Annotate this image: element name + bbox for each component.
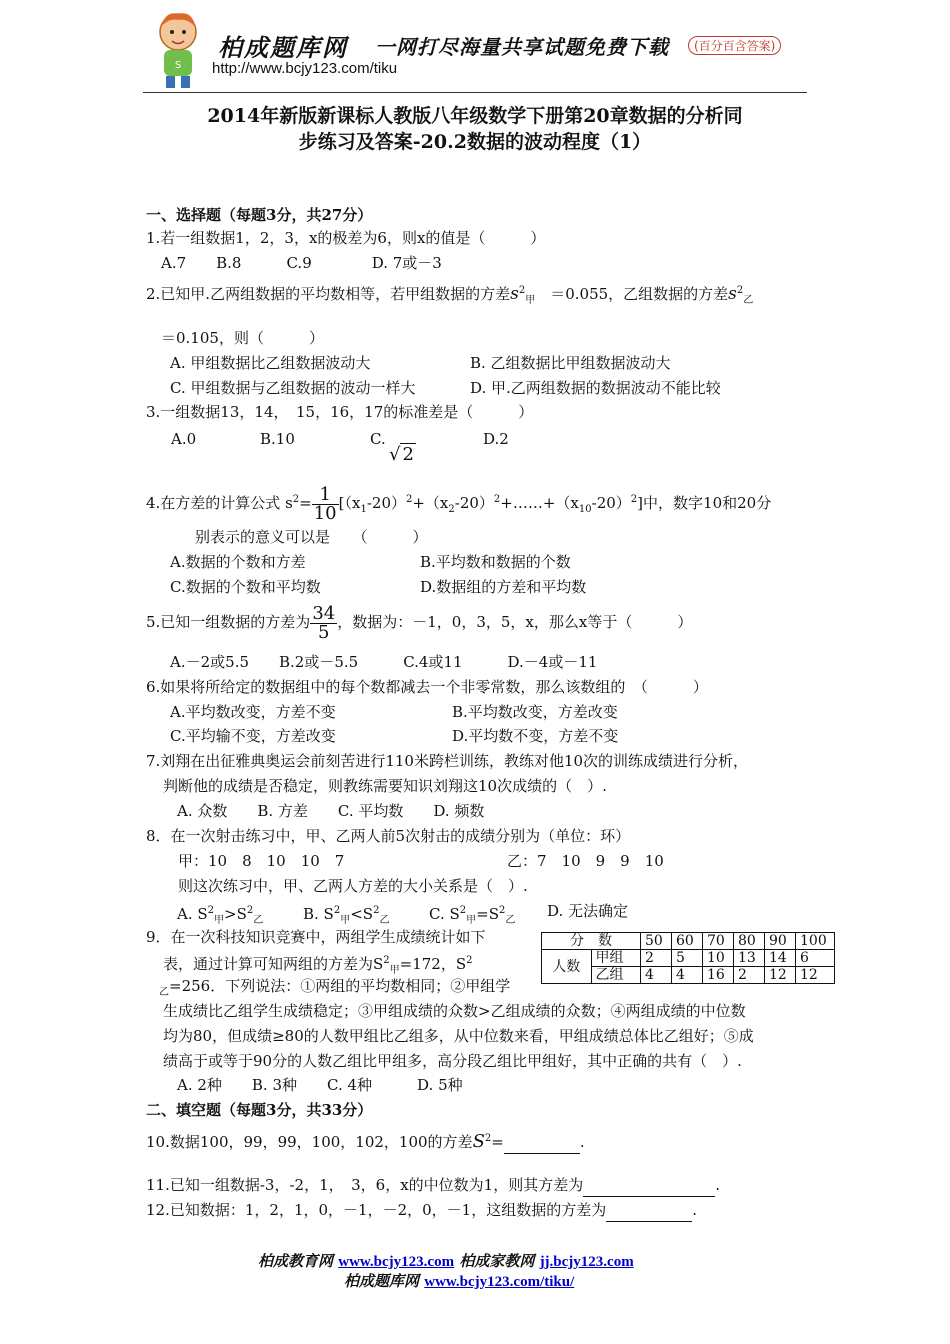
q2-option-d: D. 甲.乙两组数据的数据波动不能比较 xyxy=(470,379,721,397)
q4-sq-3: 2 xyxy=(630,494,638,505)
q6-option-a: A.平均数改变，方差不变 xyxy=(170,703,336,721)
q11-end: . xyxy=(715,1176,720,1194)
q5-options: A.－2或5.5 B.2或－5.5 C.4或11 D.－4或－11 xyxy=(170,653,598,671)
q2-stem-a: 2.已知甲.乙两组数据的平均数相等，若甲组数据的方差 xyxy=(146,285,511,303)
count-cell: 16 xyxy=(703,967,734,984)
header-url[interactable]: http://www.bcjy123.com/tiku xyxy=(212,60,398,77)
q8-c-pre: C. S xyxy=(429,905,460,923)
q4-sq-2: 2 xyxy=(493,494,501,505)
count-cell: 4 xyxy=(641,967,672,984)
sqrt-icon: √ xyxy=(389,444,401,465)
q4-sub2: 2 xyxy=(448,504,455,515)
q4-option-a: A.数据的个数和方差 xyxy=(170,553,306,571)
q7-stem-line2: 判断他的成绩是否稳定，则教练需要知识刘翔这10次成绩的（ ）. xyxy=(163,777,607,795)
q12-end: . xyxy=(692,1201,697,1219)
q8-b-yi: 乙 xyxy=(379,915,390,926)
footer-line1 xyxy=(258,1250,634,1271)
group-label: 甲组 xyxy=(591,950,641,967)
q4-formula-c: +（x xyxy=(412,494,449,512)
count-cell: 2 xyxy=(641,950,672,967)
q1-stem: 1.若一组数据1，2，3，x的极差为6，则x的值是（ ） xyxy=(146,229,546,247)
footer-link-tiku[interactable]: www.bcjy123.com/tiku/ xyxy=(424,1274,575,1290)
footer-link-tutor[interactable]: jj.bcjy123.com xyxy=(539,1254,634,1270)
q8-b-sq1: 2 xyxy=(333,905,341,916)
q8-c-yi: 乙 xyxy=(505,915,516,926)
count-cell: 12 xyxy=(796,967,835,984)
site-slogan: 一网打尽海量共享试题免费下载 xyxy=(375,35,669,59)
q3-sqrt xyxy=(389,444,416,466)
q8-option-d: D. 无法确定 xyxy=(547,902,629,920)
q8-c-mid: =S xyxy=(476,905,499,923)
q6-option-b: B.平均数改变，方差改变 xyxy=(452,703,618,721)
section2-heading: 二、填空题（每题3分，共33分） xyxy=(146,1101,373,1119)
q2-s-yi: s xyxy=(728,284,737,304)
q12-text: 12.已知数据：1，2，1，0，－1，－2，0，－1，这组数据的方差为 xyxy=(146,1201,607,1219)
q9-options: A. 2种 B. 3种 C. 4种 D. 5种 xyxy=(177,1076,463,1094)
q9-sub-yi: 乙 xyxy=(159,987,169,998)
q8-b-jia: 甲 xyxy=(340,915,351,926)
q5-fraction xyxy=(310,602,337,643)
q2-stem-b: ＝0.055，乙组数据的方差 xyxy=(550,285,729,303)
q4-sub1: 1 xyxy=(360,504,367,515)
score-cell: 50 xyxy=(641,933,672,950)
q4-sq: 2 xyxy=(292,494,300,505)
count-cell: 2 xyxy=(734,967,765,984)
q11-answer-blank[interactable] xyxy=(583,1174,715,1197)
q8-a-mid: >S xyxy=(224,905,247,923)
count-cell: 5 xyxy=(672,950,703,967)
q9-score-table xyxy=(541,932,835,984)
q4-option-d: D.数据组的方差和平均数 xyxy=(420,578,587,596)
score-header: 分 数 xyxy=(542,933,641,950)
q9-sq2: 2 xyxy=(466,955,473,966)
footer-label-edu: 柏成教育网 xyxy=(258,1252,334,1270)
q4-formula-d: -20） xyxy=(454,494,494,512)
footer-line2 xyxy=(344,1270,574,1291)
q9-sub-jia: 甲 xyxy=(389,965,400,976)
q2-sub-yi: 乙 xyxy=(743,295,754,306)
q4-prefix: 4.在方差的计算公式 s xyxy=(146,494,293,512)
q5-prefix: 5.已知一组数据的方差为 xyxy=(146,613,311,631)
header-divider xyxy=(143,92,807,93)
q4-formula-b: -20） xyxy=(366,494,406,512)
q9-line2-b: =172，S xyxy=(399,955,467,973)
q5-fraction-num: 34 xyxy=(312,602,336,624)
q2-option-b: B. 乙组数据比甲组数据波动大 xyxy=(470,354,671,372)
q9-line2-a: 表，通过计算可知两组的方差为S xyxy=(163,955,384,973)
q8-b-mid: <S xyxy=(350,905,374,923)
footer-label-tutor: 柏成家教网 xyxy=(459,1252,535,1270)
count-cell: 4 xyxy=(672,967,703,984)
q3-option-b: B.10 xyxy=(260,430,295,448)
q8-a-sq1: 2 xyxy=(207,905,215,916)
table-row xyxy=(542,933,835,950)
count-header: 人数 xyxy=(542,950,592,984)
score-cell: 90 xyxy=(765,933,796,950)
q9-line1: 9．在一次科技知识竞赛中，两组学生成绩统计如下 xyxy=(146,928,486,946)
q10-end: . xyxy=(579,1133,585,1151)
q4-option-c: C.数据的个数和平均数 xyxy=(170,578,321,596)
q4-fraction xyxy=(312,483,339,524)
q6-option-c: C.平均输不变，方差改变 xyxy=(170,727,336,745)
q4-stem-line2: 别表示的意义可以是 （ ） xyxy=(195,528,428,546)
q4-fraction-num: 1 xyxy=(312,486,339,505)
q11-stem xyxy=(146,1174,720,1197)
q8-c-sq2: 2 xyxy=(499,905,506,916)
count-cell: 10 xyxy=(703,950,734,967)
q10-text: 10.数据100，99，99，100，102，100的方差 xyxy=(146,1133,473,1151)
page-title-line1: 2014年新版新课标人教版八年级数学下册第20章数据的分析同 xyxy=(207,105,743,127)
q2-sq-yi: 2 xyxy=(736,285,744,296)
group-label: 乙组 xyxy=(591,967,641,984)
q10-sq: 2 xyxy=(484,1133,492,1144)
q3-option-c: C. xyxy=(370,430,386,448)
q10-s: S xyxy=(472,1131,485,1152)
q4-sub10: 10 xyxy=(578,504,592,515)
q9-sq1: 2 xyxy=(383,955,390,966)
q8-b-sq2: 2 xyxy=(373,905,380,916)
q4-fraction-den: 10 xyxy=(313,502,337,524)
footer-link-edu[interactable]: www.bcjy123.com xyxy=(338,1254,455,1270)
q10-stem xyxy=(146,1128,585,1154)
q2-option-a: A. 甲组数据比乙组数据波动大 xyxy=(170,354,371,372)
q8-a-jia: 甲 xyxy=(214,915,225,926)
q2-option-c: C. 甲组数据与乙组数据的波动一样大 xyxy=(170,379,416,397)
q9-line4: 生成绩比乙组学生成绩稳定；③甲组成绩的众数>乙组成绩的众数；④两组成绩的中位数 xyxy=(163,1002,746,1020)
q8-jia-scores: 甲：10 8 10 10 7 xyxy=(178,852,345,870)
q5-fraction-den: 5 xyxy=(318,621,330,643)
q8-c-sq1: 2 xyxy=(459,905,467,916)
q8-a-pre: A. S xyxy=(177,905,208,923)
q4-eq: = xyxy=(299,494,312,512)
count-cell: 12 xyxy=(765,967,796,984)
count-cell: 6 xyxy=(796,950,835,967)
score-cell: 80 xyxy=(734,933,765,950)
q4-stem-line1 xyxy=(146,480,771,530)
q8-yi-scores: 乙：7 10 9 9 10 xyxy=(507,852,664,870)
answer-badge: (百分百含答案) xyxy=(688,36,781,55)
q8-a-yi: 乙 xyxy=(253,915,264,926)
q9-line6: 绩高于或等于90分的人数乙组比甲组多，高分段乙组比甲组好，其中正确的共有（ ）. xyxy=(163,1052,742,1070)
site-name: 柏成题库网 xyxy=(218,34,348,62)
score-cell: 100 xyxy=(796,933,835,950)
q2-stem-line1 xyxy=(146,280,753,312)
q11-text: 11.已知一组数据-3，-2，1， 3，6，x的中位数为1，则其方差为 xyxy=(146,1176,584,1194)
q5-stem xyxy=(146,602,692,642)
score-cell: 60 xyxy=(672,933,703,950)
q12-stem xyxy=(146,1199,697,1222)
q4-formula-e: +……+（x xyxy=(500,494,579,512)
q6-stem: 6.如果将所给定的数据组中的每个数都减去一个非零常数，那么该数组的 （ ） xyxy=(146,678,708,696)
q8-a-sq2: 2 xyxy=(246,905,254,916)
q8-b-pre: B. S xyxy=(303,905,334,923)
q2-s-jia: s xyxy=(510,284,519,304)
q4-formula-f: -20） xyxy=(591,494,631,512)
section1-heading: 一、选择题（每题3分，共27分） xyxy=(146,206,373,224)
q2-sq-jia: 2 xyxy=(518,285,526,296)
footer-label-tiku: 柏成题库网 xyxy=(344,1272,420,1290)
q5-suffix: ，数据为：－1，0，3，5，x，那么x等于（ ） xyxy=(337,613,693,631)
q2-stem-line2: ＝0.105，则（ ） xyxy=(161,329,324,347)
score-cell: 70 xyxy=(703,933,734,950)
q3-option-a: A.0 xyxy=(171,430,197,448)
q3-option-d: D.2 xyxy=(483,430,509,448)
q4-sq-1: 2 xyxy=(405,494,413,505)
q8-stem-line1: 8．在一次射击练习中，甲、乙两人前5次射击的成绩分别为（单位：环） xyxy=(146,827,631,845)
q4-formula-g: ]中，数字10和20分 xyxy=(637,494,772,512)
q7-options: A. 众数 B. 方差 C. 平均数 D. 频数 xyxy=(177,802,485,820)
page-title-line2: 步练习及答案-20.2数据的波动程度（1） xyxy=(298,131,652,153)
table-row xyxy=(542,950,835,967)
q1-options: A.7 B.8 C.9 D. 7或－3 xyxy=(161,254,442,272)
mascot-logo xyxy=(148,10,208,90)
q8-c-jia: 甲 xyxy=(466,915,477,926)
q12-answer-blank[interactable] xyxy=(606,1199,692,1222)
q10-answer-blank[interactable] xyxy=(504,1131,580,1154)
count-cell: 14 xyxy=(765,950,796,967)
q9-line3-text: =256．下列说法：①两组的平均数相同；②甲组学 xyxy=(169,977,511,995)
q4-option-b: B.平均数和数据的个数 xyxy=(420,553,571,571)
svg-text:S: S xyxy=(174,60,182,71)
q9-line5: 均为80，但成绩≥80的人数甲组比乙组多，从中位数来看，甲组成绩总体比乙组好；⑤成 xyxy=(163,1027,754,1045)
q2-sub-jia: 甲 xyxy=(525,295,536,306)
q3-radicand: 2 xyxy=(402,444,414,465)
count-cell: 13 xyxy=(734,950,765,967)
q3-stem: 3.一组数据13，14， 15，16，17的标准差是（ ） xyxy=(146,403,534,421)
q7-stem-line1: 7.刘翔在出征雅典奥运会前刻苦进行110米跨栏训练，教练对他10次的训练成绩进行分析， xyxy=(146,752,749,770)
q4-formula-a: [（x xyxy=(338,494,361,512)
q6-option-d: D.平均数不变，方差不变 xyxy=(452,727,619,745)
q10-eq: = xyxy=(491,1133,504,1151)
q8-stem-line3: 则这次练习中，甲、乙两人方差的大小关系是（ ）. xyxy=(178,877,528,895)
